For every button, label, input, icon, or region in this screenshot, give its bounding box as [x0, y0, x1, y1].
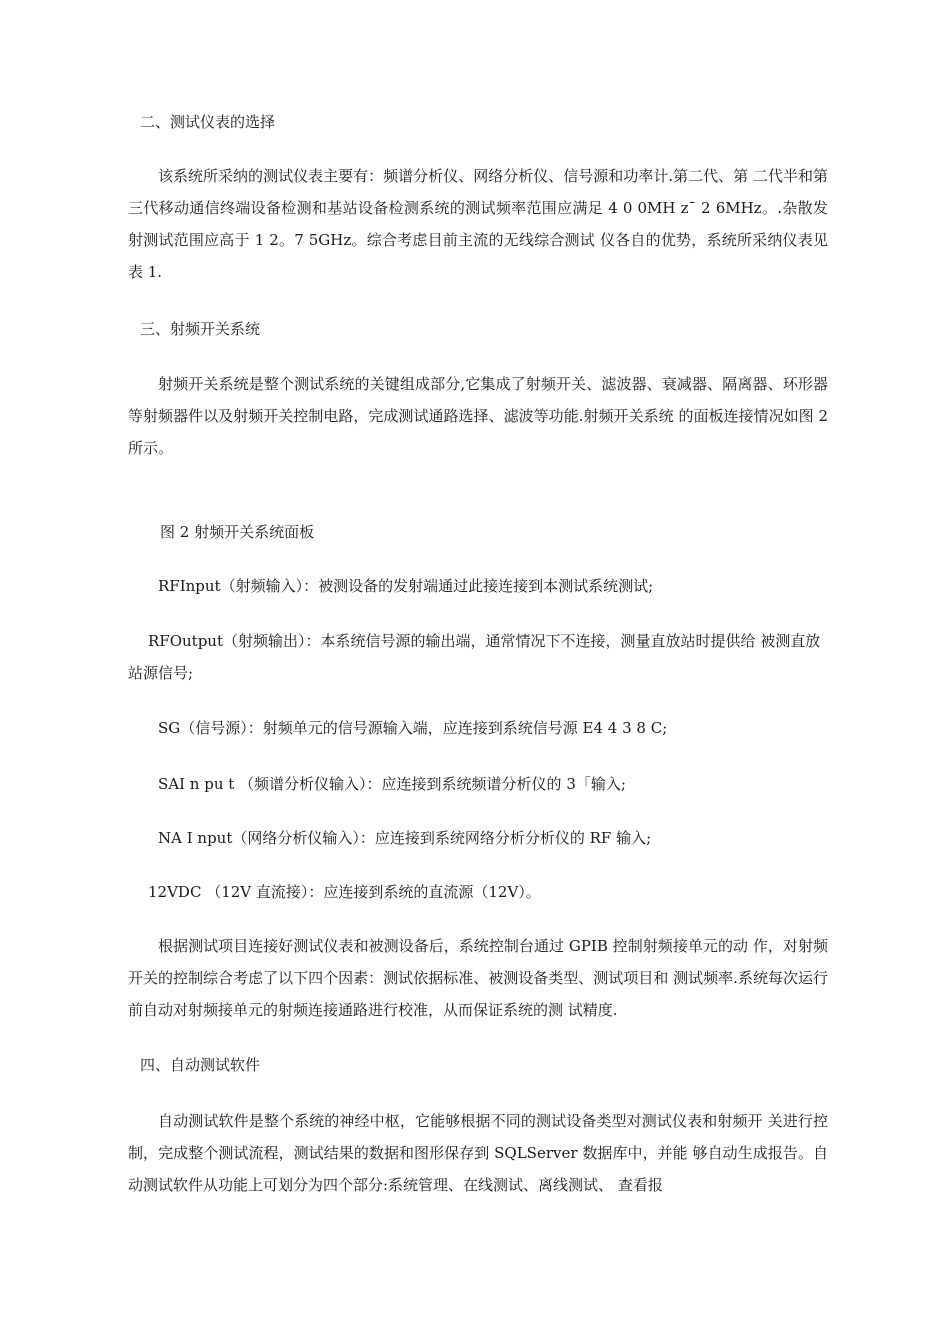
list-item: 12VDC （12V 直流接）：应连接到系统的直流源（12V）。 — [148, 883, 541, 901]
list-item: SG（信号源）：射频单元的信号源输入端，应连接到系统信号源 E4 4 3 8 C; — [158, 719, 668, 737]
paragraph-instruments: 该系统所采纳的测试仪表主要有：频谱分析仪、网络分析仪、信号源和功率计.第二代、第 二代半和第三代移动通信终端设备检测和基站设备检测系统的测试频率范围应满足 4 0 0MH z¯ 2 6MHz。.杂散发射测试范围应高于 1 2。7 5GHz。综合考虑目前主流的无线综合测试 仪各自的优势，系统所采纳仪表见表 1. — [128, 167, 828, 281]
section-heading-software: 四、自动测试软件 — [140, 1056, 261, 1074]
paragraph-rf-control: 根据测试项目连接好测试仪表和被测设备后，系统控制台通过 GPIB 控制射频接单元的动 作，对射频开关的控制综合考虑了以下四个因素：测试依据标准、被测设备类型、测试项目和 测试频率.系统每次运行前自动对射频接单元的射频连接通路进行校准，从而保证系统的测 试精度. — [128, 937, 828, 1019]
list-item: SAI n pu t （频谱分析仪输入）：应连接到系统频谱分析仪的 3「输入; — [158, 775, 626, 793]
paragraph-software: 自动测试软件是整个系统的神经中枢，它能够根据不同的测试设备类型对测试仪表和射频开 关进行控制，完成整个测试流程，测试结果的数据和图形保存到 SQLServer 数据库中，并能 够自动生成报告。自动测试软件从功能上可划分为四个部分:系统管理、在线测试、离线测试、 查看报 — [128, 1112, 828, 1194]
section-heading-instruments: 二、测试仪表的选择 — [140, 113, 276, 131]
list-item: RFInput（射频输入）：被测设备的发射端通过此接连接到本测试系统测试; — [158, 577, 654, 595]
paragraph-rf-switch: 射频开关系统是整个测试系统的关键组成部分,它集成了射频开关、滤波器、衰减器、隔离器、环形器等射频器件以及射频开关控制电路，完成测试通路选择、滤波等功能.射频开关系统 的面板连接情况如图 2 所示。 — [128, 375, 828, 457]
list-item: NA I nput（网络分析仪输入）：应连接到系统网络分析分析仪的 RF 输入; — [158, 829, 652, 847]
figure-caption: 图 2 射频开关系统面板 — [160, 523, 315, 541]
section-heading-rf-switch: 三、射频开关系统 — [140, 320, 261, 338]
list-item: RFOutput（射频输出）：本系统信号源的输出端，通常情况下不连接，测量直放站时提供给 被测直放站源信号; — [128, 632, 821, 682]
